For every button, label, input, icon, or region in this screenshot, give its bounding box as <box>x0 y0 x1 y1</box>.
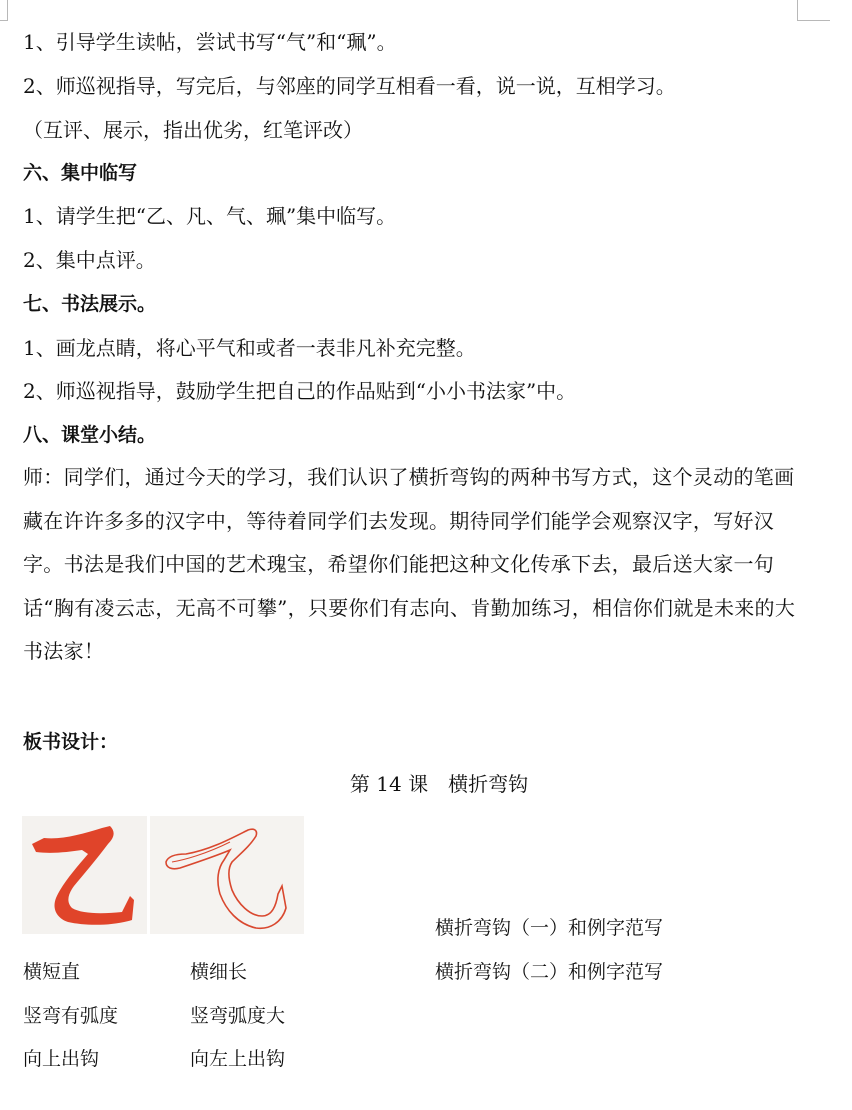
page-corner-mark-left <box>0 0 8 21</box>
red-outline-stroke-graphic <box>150 816 304 934</box>
step-note: （互评、展示，指出优劣，红笔评改） <box>23 118 363 142</box>
board-col2-item-3: 向左上出钩 <box>190 1048 286 1070</box>
red-brush-stroke-graphic <box>22 816 147 934</box>
step-line-1: 1、引导学生读帖，尝试书写“气”和“珮”。 <box>23 30 397 54</box>
board-right-item-1: 横折弯钩（一）和例字范写 <box>435 917 664 939</box>
summary-paragraph: 师：同学们，通过今天的学习，我们认识了横折弯钩的两种书写方式，这个灵动的笔画藏在许许多多的汉字中，等待着同学们去发现。期待同学们能学会观察汉字，写好汉字。书法是我们中国的艺术瑰宝，希望你们能把这种文化传承下去，最后送大家一句话“胸有凌云志，无高不可攀”，只要你们有志向、肯勤加练习，相信你们就是未来的大书法家！ <box>23 465 796 663</box>
outline-stroke-image <box>150 816 304 934</box>
page-corner-mark-right <box>797 0 830 21</box>
brush-stroke-image <box>22 816 147 934</box>
section-heading-7: 七、书法展示。 <box>23 293 157 315</box>
section-heading-6: 六、集中临写 <box>23 162 138 184</box>
board-col2-item-2: 竖弯弧度大 <box>190 1005 286 1027</box>
step-line-6: 2、集中点评。 <box>23 248 156 272</box>
board-col1-item-1: 横短直 <box>23 961 81 983</box>
board-col1-item-3: 向上出钩 <box>23 1048 100 1070</box>
board-title: 第 14 课 横折弯钩 <box>349 772 529 796</box>
board-col1-item-2: 竖弯有弧度 <box>23 1005 119 1027</box>
step-line-9: 2、师巡视指导，鼓励学生把自己的作品贴到“小小书法家”中。 <box>23 379 577 403</box>
board-right-item-2: 横折弯钩（二）和例字范写 <box>435 961 664 983</box>
step-line-5: 1、请学生把“乙、凡、气、珮”集中临写。 <box>23 204 397 228</box>
board-design-label: 板书设计： <box>23 731 119 753</box>
step-line-8: 1、画龙点睛，将心平气和或者一表非凡补充完整。 <box>23 336 476 360</box>
section-heading-8: 八、课堂小结。 <box>23 424 157 446</box>
step-line-2: 2、师巡视指导，写完后，与邻座的同学互相看一看，说一说，互相学习。 <box>23 74 676 98</box>
board-col2-item-1: 横细长 <box>190 961 248 983</box>
